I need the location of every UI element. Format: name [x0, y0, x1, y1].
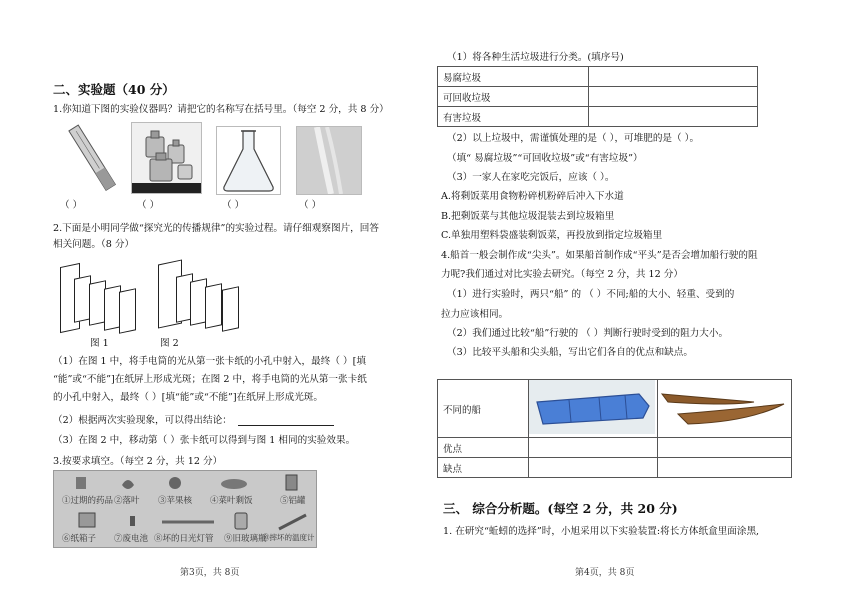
q4-1-line2: 拉力应该相同。: [441, 309, 509, 320]
row-cell-hazardous[interactable]: [589, 107, 758, 127]
q4-1-line1: （1）进行实验时，两只“船” 的 （ ）不同;船的大小、轻重、受到的: [447, 289, 735, 300]
pointed-boat-image: [658, 380, 792, 438]
waste-item-4: ④菜叶剩饭: [210, 496, 253, 506]
tube-image: [296, 126, 362, 195]
blank-3[interactable]: （ ）: [222, 200, 245, 211]
question-2-line2: 相关问题。（8 分）: [53, 239, 135, 250]
boat-table: [437, 379, 792, 478]
ruler-image: [57, 123, 123, 195]
question-2-line1: 2.下面是小明同学做“探究光的传播规律”的实验过程。请仔细观察图片，回答: [53, 223, 379, 234]
flat-boat-disadvantage[interactable]: [529, 458, 658, 478]
waste-item-2: ②落叶: [114, 496, 140, 506]
section-title-analysis: 三、 综合分析题。(每空 2 分，共 20 分): [443, 501, 678, 516]
row-label-hazardous: 有害垃圾: [438, 107, 589, 127]
waste-item-8: ⑧坏的日光灯管: [154, 534, 214, 544]
question-2-1-line1: （1）在图 1 中，将手电筒的光从第一张卡纸的小孔中射入，最终（ ）[填: [53, 356, 366, 367]
row-label-perishable: 易腐垃圾: [438, 67, 589, 87]
question-2-1-line2: “能”或“不能”]在纸屏上形成光斑；在图 2 中，将手电筒的光从第一张卡纸: [53, 374, 367, 385]
figure-1-caption: 图 1: [90, 338, 109, 349]
answer-line[interactable]: [238, 425, 334, 426]
q4-line2: 力呢?我们通过对比实验去研究。（每空 2 分，共 12 分）: [441, 269, 683, 280]
weights-image: [131, 122, 202, 194]
blank-2[interactable]: （ ）: [137, 200, 160, 211]
boat-row-disadvantages: 缺点: [438, 458, 529, 478]
page-number-left: 第3页，共 8页: [180, 568, 240, 578]
pointed-boat-disadvantage[interactable]: [658, 458, 792, 478]
waste-items-image: [53, 470, 317, 548]
sorting-table: [437, 66, 758, 127]
waste-item-3: ③苹果核: [158, 496, 193, 506]
option-b: B.把剩饭菜与其他垃圾混装去到垃圾箱里: [441, 211, 615, 222]
right-q1: （1）将各种生活垃圾进行分类。(填序号): [447, 52, 624, 63]
blank-4[interactable]: （ ）: [299, 200, 322, 211]
flat-boat-advantage[interactable]: [529, 438, 658, 458]
flat-boat-image: [529, 380, 658, 438]
question-3: 3.按要求填空。（每空 2 分，共 12 分）: [53, 456, 223, 467]
q4-2: （2）我们通过比较“船”行驶的 （ ）判断行驶时受到的阻力大小。: [447, 328, 729, 339]
right-q2-line2: （填“ 易腐垃圾”“可回收垃圾”或“有害垃圾”）: [447, 153, 643, 164]
waste-item-5: ⑤铝罐: [280, 496, 306, 506]
q4-line1: 4.船首一般会制作成“尖头”。如果船首制作成“平头”是否会增加船行驶的阻: [441, 250, 758, 261]
waste-item-7: ⑦废电池: [114, 534, 149, 544]
page-number-right: 第4页，共 8页: [575, 568, 635, 578]
waste-item-9: ⑨旧玻璃瓶: [224, 534, 267, 544]
question-2-3: （3）在图 2 中，移动第（ ）张卡纸可以得到与图 1 相同的实验效果。: [53, 435, 356, 446]
option-a: A.将剩饭菜用食物粉碎机粉碎后冲入下水道: [441, 191, 624, 202]
right-q3: （3）一家人在家吃完饭后，应该（ ）。: [447, 172, 615, 183]
row-cell-perishable[interactable]: [589, 67, 758, 87]
figure-2-caption: 图 2: [160, 338, 179, 349]
section-3-question-1: 1. 在研究“蚯蚓的选择”时，小旭采用以下实验装置:将长方体纸盒里面涂黑,: [443, 526, 760, 537]
row-cell-recyclable[interactable]: [589, 87, 758, 107]
waste-item-10: ⑩摔坏的温度计: [262, 533, 315, 542]
waste-item-1: ①过期的药品: [62, 496, 114, 506]
boat-row-advantages: 优点: [438, 438, 529, 458]
flask-image: [216, 126, 281, 195]
boat-table-label: 不同的船: [438, 380, 529, 438]
blank-1[interactable]: （ ）: [60, 200, 83, 211]
section-title-experiment: 二、实验题（40 分）: [53, 82, 175, 97]
option-c: C.单独用塑料袋盛装剩饭菜，再投放到指定垃圾箱里: [441, 230, 663, 241]
question-2-2: （2）根据两次实验现象，可以得出结论：: [53, 415, 232, 426]
row-label-recyclable: 可回收垃圾: [438, 87, 589, 107]
waste-item-6: ⑥纸箱子: [62, 534, 97, 544]
question-1: 1.你知道下图的实验仪器吗？请把它的名称写在括号里。（每空 2 分，共 8 分）: [53, 104, 389, 115]
q4-3: （3）比较平头船和尖头船，写出它们各自的优点和缺点。: [447, 347, 693, 358]
pointed-boat-advantage[interactable]: [658, 438, 792, 458]
question-2-1-line3: 的小孔中射入，最终（ ）[填“能”或“不能”]在纸屏上形成光斑。: [53, 392, 323, 403]
right-q2-line1: （2）以上垃圾中，需谨慎处理的是（ ），可堆肥的是（ ）。: [447, 133, 700, 144]
